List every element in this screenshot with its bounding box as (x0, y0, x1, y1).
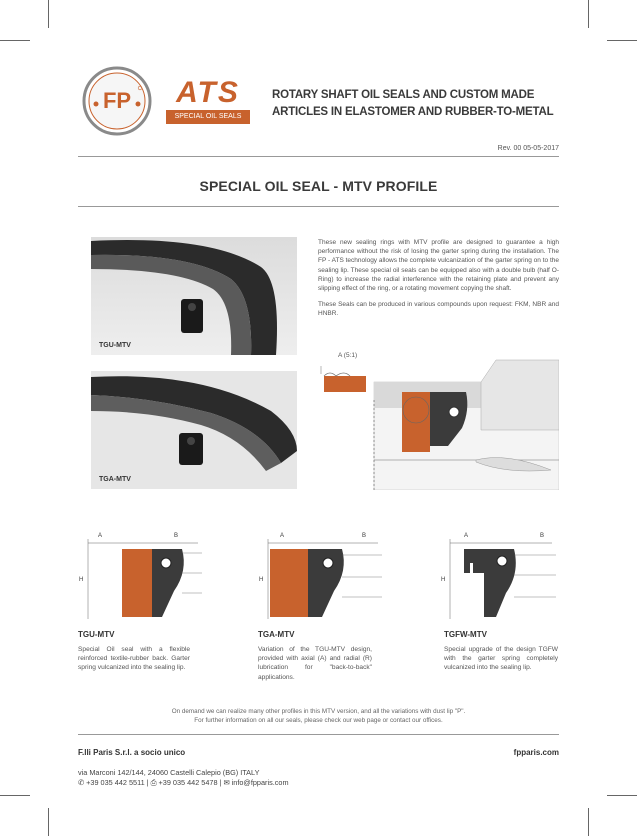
dim-b-label: B (174, 533, 179, 539)
footnote (78, 708, 559, 725)
profile-title: TGFW-MTV (444, 630, 487, 639)
seal-photo-image (91, 371, 297, 489)
footer-divider (78, 734, 559, 735)
intro-text (318, 238, 559, 326)
footer-contacts (78, 768, 289, 788)
dim-a-label: A (280, 533, 285, 539)
phone-number[interactable]: +39 035 442 5511 (86, 778, 145, 787)
photo-tgu-mtv (91, 237, 297, 355)
intro-paragraph-2: These Seals can be produced in various compounds upon request: FKM, NBR and HNBR. (318, 301, 559, 318)
separator: | (219, 778, 222, 787)
profile-drawing-tgu-mtv (78, 533, 208, 623)
fax-icon: ⎙ (150, 778, 157, 787)
profile-title: TGA-MTV (258, 630, 295, 639)
profile-drawing-tgfw-mtv (440, 533, 560, 623)
footnote-line1: On demand we can realize many other profiles in this MTV version, and all the variations with dust lip "P". (171, 708, 466, 715)
ats-tagline: SPECIAL OIL SEALS (166, 110, 250, 124)
crop-mark (607, 795, 637, 796)
footnote-line2: For further information on all our seals, please check our web page or contact our offices. (194, 716, 443, 724)
dim-a-label: A (98, 533, 103, 539)
revision: Rev. 00 05-05-2017 (497, 145, 559, 152)
crop-mark (0, 40, 30, 41)
photo-tga-mtv (91, 371, 297, 489)
profile-block-tga-mtv (258, 630, 372, 682)
intro-paragraph-1: These new sealing rings with MTV profile are designed to guarantee a high performance without the risk of losing the garter spring during the installation. The FP - ATS technology allows the complete vulcanization of the garter spring on to the sealing lip. These special oil seals can be equipped also with a double bulb (half O-Ring) to increase the radial interference with the retaining plate and prevent any slipping effect of the ring, or a rotating movement copying the shaft. (318, 239, 559, 293)
section-drawing (316, 350, 559, 490)
crop-mark (588, 808, 589, 836)
fp-logo-text: FP (102, 88, 132, 113)
company-name: F.lli Paris S.r.l. a socio unico (78, 748, 186, 757)
crop-mark (588, 0, 589, 28)
fax-number: +39 035 442 5478 (158, 778, 218, 787)
photo-label: TGA-MTV (99, 476, 131, 483)
document-title: SPECIAL OIL SEAL - MTV PROFILE (199, 178, 438, 194)
fp-logo (82, 66, 152, 136)
ats-logo (162, 72, 252, 130)
profile-description: Variation of the TGU-MTV design, provided with axial (A) and radial (R) lubrication for "back-to-back" applications. (258, 646, 372, 681)
profile-block-tgu-mtv (78, 630, 190, 673)
profile-description: Special Oil seal with a flexible reinforced textile-rubber back. Garter spring vulcanized into the sealing lip. (78, 646, 190, 672)
dim-h-label: H (79, 577, 84, 583)
ats-logo-text: ATS (176, 76, 240, 109)
title-divider (78, 206, 559, 207)
website-link[interactable]: fpparis.com (513, 748, 559, 757)
dim-b-label: B (540, 533, 545, 539)
crop-mark (48, 808, 49, 836)
crop-mark (607, 40, 637, 41)
crop-mark (0, 795, 30, 796)
email-link[interactable]: info@fpparis.com (231, 778, 289, 787)
dim-h-label: H (259, 577, 264, 583)
profile-description: Special upgrade of the design TGFW with the garter spring completely vulcanized into the sealing lip. (444, 646, 558, 672)
dim-b-label: B (362, 533, 367, 539)
email-icon: ✉ (223, 778, 230, 787)
seal-photo-image (91, 237, 297, 355)
address: via Marconi 142/144, 24060 Castelli Calepio (BG) ITALY (78, 768, 260, 777)
separator: | (146, 778, 149, 787)
photo-label: TGU-MTV (99, 342, 131, 349)
header-title-line1: ROTARY SHAFT OIL SEALS AND CUSTOM MADE (272, 89, 535, 101)
header-divider (78, 156, 559, 157)
dim-h-label: H (441, 577, 446, 583)
profile-drawing-tga-mtv (258, 533, 388, 623)
header-title-line2: ARTICLES IN ELASTOMER AND RUBBER-TO-METAL (272, 106, 554, 118)
detail-label: A (5:1) (338, 352, 358, 359)
profile-title: TGU-MTV (78, 630, 115, 639)
contact-line (78, 778, 289, 788)
header-title (272, 87, 572, 121)
phone-icon: ✆ (78, 778, 85, 787)
crop-mark (48, 0, 49, 28)
dim-a-label: A (464, 533, 469, 539)
profile-block-tgfw-mtv (444, 630, 558, 673)
